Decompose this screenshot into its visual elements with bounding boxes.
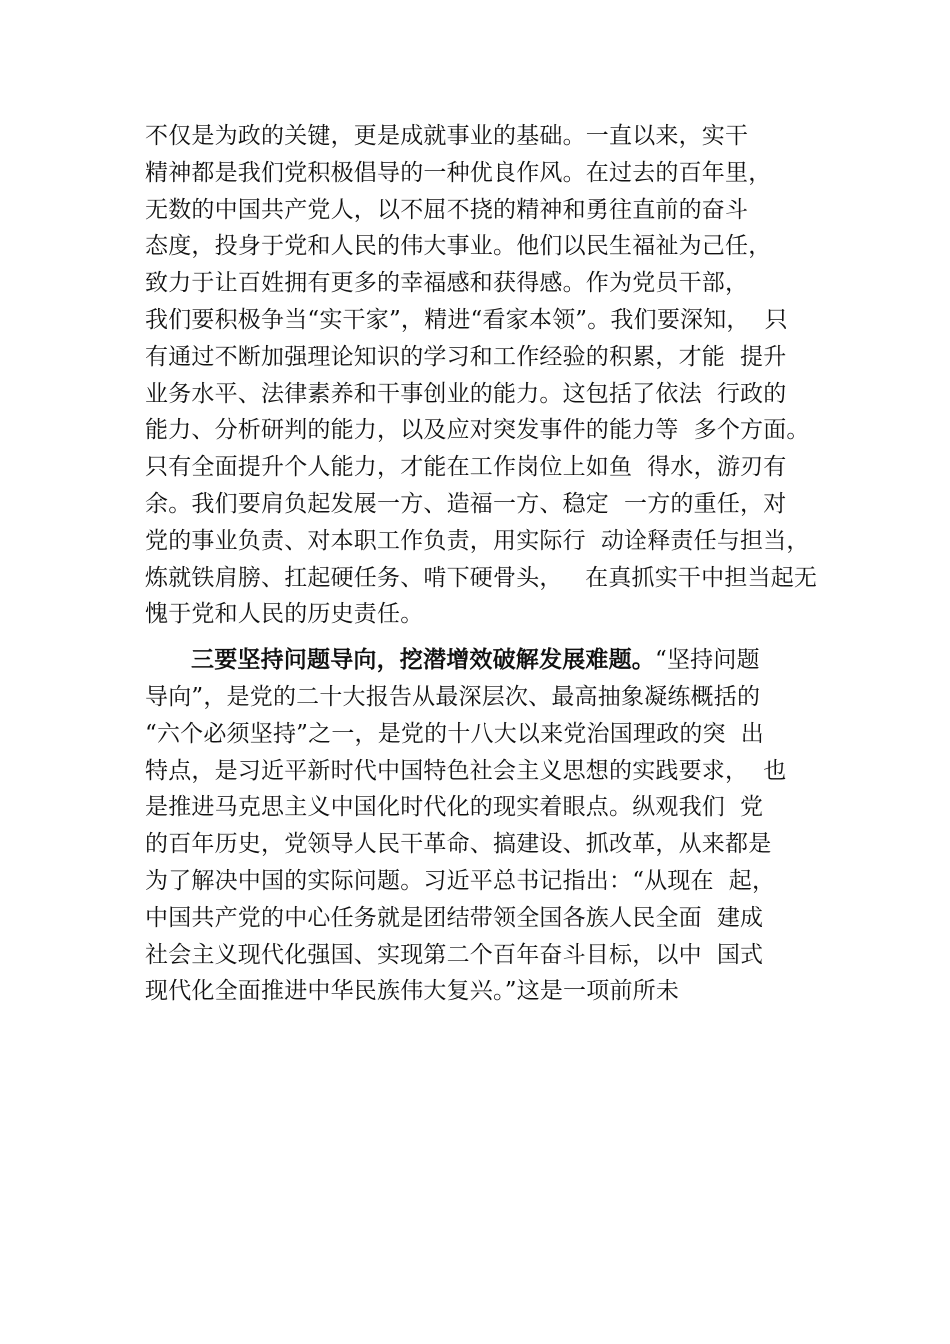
paragraph-line: 余。我们要肩负起发展一方、造福一方、稳定 一方的重任，对: [145, 490, 787, 517]
paragraph-line: 业务水平、法律素养和干事创业的能力。这包括了依法 行政的: [145, 380, 787, 407]
paragraph-line: “六个必须坚持”之一，是党的十八大以来党治国理政的突 出: [145, 720, 764, 747]
paragraph-line: 社会主义现代化强国、实现第二个百年奋斗目标，以中 国式: [145, 941, 764, 968]
paragraph-line: 特点，是习近平新时代中国特色社会主义思想的实践要求， 也: [145, 757, 787, 784]
paragraph-line: 导向”，是党的二十大报告从最深层次、最高抽象凝练概括的: [145, 683, 761, 710]
paragraph-line: 愧于党和人民的历史责任。: [145, 601, 424, 628]
paragraph-line: 只有全面提升个人能力，才能在工作岗位上如鱼 得水，游刃有: [145, 454, 787, 481]
paragraph-line: 炼就铁肩膀、扛起硬任务、啃下硬骨头， 在真抓实干中担当起无: [145, 564, 818, 591]
paragraph-line: 党的事业负责、对本职工作负责，用实际行 动诠释责任与担当，: [145, 527, 810, 554]
paragraph-line: 无数的中国共产党人，以不屈不挠的精神和勇往直前的奋斗: [145, 196, 749, 223]
heading-line-rest: “坚持问题: [655, 647, 760, 674]
paragraph-line: 有通过不断加强理论知识的学习和工作经验的积累，才能 提升: [145, 343, 787, 370]
paragraph-1: [145, 118, 865, 633]
paragraph-line: 是推进马克思主义中国化时代化的现实着眼点。纵观我们 党: [145, 794, 764, 821]
paragraph-line: 我们要积极争当“实干家”，精进“看家本领”。我们要深知， 只: [145, 306, 788, 333]
paragraph-line: 致力于让百姓拥有更多的幸福感和获得感。作为党员干部，: [145, 270, 749, 297]
section-heading: 三要坚持问题导向，挖潜增效破解发展难题。: [191, 646, 655, 674]
paragraph-line: 态度，投身于党和人民的伟大事业。他们以民生福祉为己任，: [145, 233, 772, 260]
paragraph-2: [145, 642, 865, 1010]
paragraph-first-line: [145, 642, 865, 679]
paragraph-line: 能力、分析研判的能力，以及应对突发事件的能力等 多个方面。: [145, 417, 810, 444]
paragraph-gap: [145, 633, 865, 642]
paragraph-line: 的百年历史，党领导人民干革命、搞建设、抓改革，从来都是: [145, 831, 772, 858]
paragraph-line: 现代化全面推进中华民族伟大复兴。”这是一项前所未: [145, 978, 680, 1005]
paragraph-line: 为了解决中国的实际问题。习近平总书记指出：“从现在 起，: [145, 867, 776, 894]
paragraph-line: 中国共产党的中心任务就是团结带领全国各族人民全面 建成: [145, 904, 764, 931]
paragraph-line: 不仅是为政的关键，更是成就事业的基础。一直以来，实干: [145, 123, 749, 149]
body-text: [145, 118, 865, 1010]
paragraph-line: 精神都是我们党积极倡导的一种优良作风。在过去的百年里，: [145, 159, 772, 186]
